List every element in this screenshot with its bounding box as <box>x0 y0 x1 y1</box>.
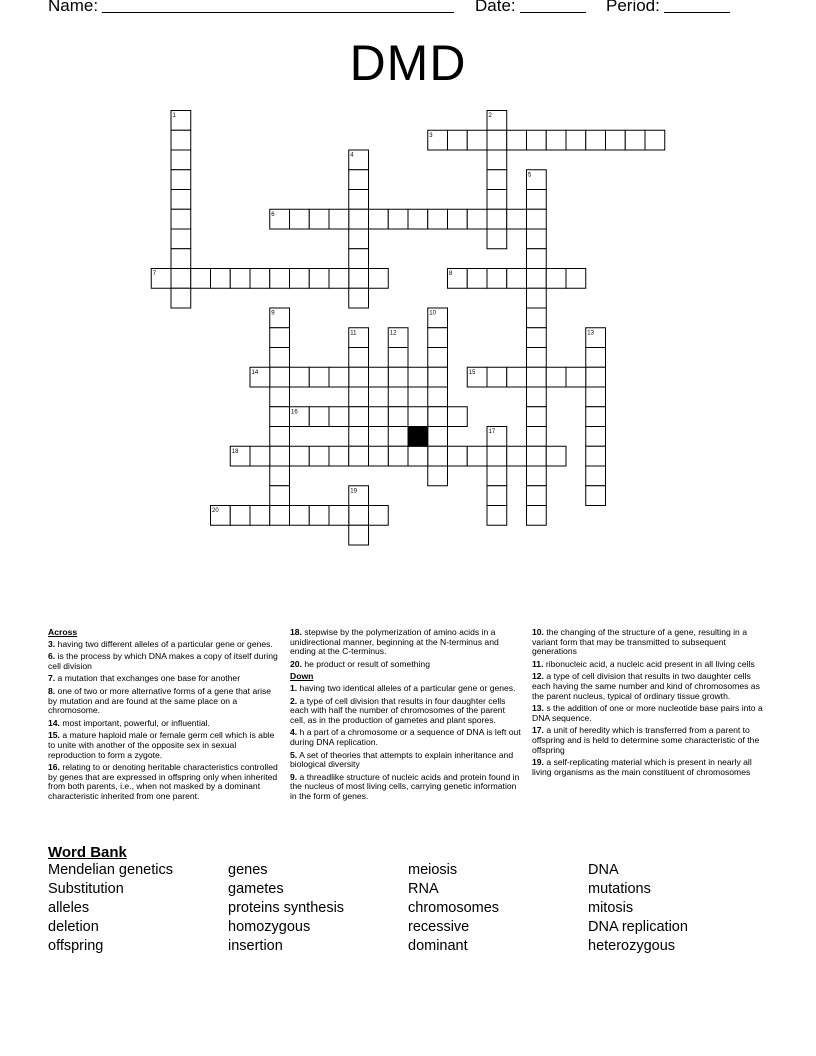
grid-cell[interactable] <box>270 427 290 447</box>
grid-cell[interactable] <box>309 367 329 387</box>
grid-cell[interactable] <box>388 348 408 368</box>
grid-cell[interactable] <box>270 486 290 506</box>
grid-cell[interactable] <box>369 367 389 387</box>
grid-cell[interactable] <box>527 308 547 328</box>
grid-cell[interactable] <box>290 209 310 229</box>
clue-item <box>48 719 280 729</box>
clue-item <box>532 758 764 777</box>
clue-text: a threadlike structure of nucleic acids and protein found in the nucleus of most living cells, carrying genetic information in the form of genes. <box>290 771 520 801</box>
grid-cell[interactable] <box>487 486 507 506</box>
grid-cell[interactable] <box>270 367 290 387</box>
grid-cell[interactable] <box>527 249 547 269</box>
grid-cell[interactable] <box>527 269 547 289</box>
grid-cell[interactable] <box>546 130 566 150</box>
grid-cell[interactable] <box>270 407 290 427</box>
clue-number-14: 14 <box>251 369 259 376</box>
grid-cell[interactable] <box>428 367 448 387</box>
clue-number-4: 4 <box>350 152 354 159</box>
clue-text: one of two or more alternative forms of a gene that arise by mutation and are found at the same place on a chromosome. <box>48 685 272 716</box>
grid-cell[interactable] <box>586 486 606 506</box>
clue-number-3: 3 <box>429 132 433 139</box>
word-bank-item: meiosis <box>408 862 458 878</box>
grid-cell[interactable] <box>428 427 448 447</box>
word-bank-item: deletion <box>48 919 99 935</box>
clue-text: he product or result of something <box>301 658 430 669</box>
word-bank-item: Substitution <box>48 881 124 897</box>
period-label: Period: <box>606 0 660 15</box>
grid-cell[interactable] <box>329 506 349 526</box>
clue-text: most important, powerful, or influential. <box>59 717 210 728</box>
grid-cell[interactable] <box>171 170 191 190</box>
grid-cell[interactable] <box>527 466 547 486</box>
grid-cell[interactable] <box>527 229 547 249</box>
clue-number: 10. <box>532 627 544 637</box>
grid-cell[interactable] <box>349 229 369 249</box>
clue-number: 15. <box>48 730 60 741</box>
clues-column-1 <box>48 628 280 805</box>
clues-column-3 <box>532 628 764 780</box>
clue-number-15: 15 <box>468 369 476 376</box>
date-label: Date: <box>475 0 516 15</box>
grid-cell[interactable] <box>527 387 547 407</box>
grid-cell[interactable] <box>309 209 329 229</box>
grid-cell[interactable] <box>369 506 389 526</box>
grid-cell[interactable] <box>467 209 487 229</box>
clue-number: 12. <box>532 671 544 682</box>
grid-cell[interactable] <box>527 209 547 229</box>
grid-cell[interactable] <box>586 367 606 387</box>
word-bank-item: proteins synthesis <box>228 900 345 916</box>
grid-cell[interactable] <box>507 367 527 387</box>
word-bank-title: Word Bank <box>48 844 127 861</box>
clue-number-16: 16 <box>291 409 298 416</box>
clue-number-9: 9 <box>271 310 275 317</box>
clue-item <box>290 773 522 802</box>
clue-item <box>48 640 280 650</box>
grid-cell[interactable] <box>171 130 191 150</box>
grid-cell[interactable] <box>408 446 428 466</box>
grid-cell[interactable] <box>546 446 566 466</box>
clue-text: a unit of heredity which is transferred from a parent to offspring and is held to determine some characteristic of the offspring <box>532 725 760 755</box>
grid-cell[interactable] <box>448 446 468 466</box>
clue-item <box>48 674 280 684</box>
grid-cell[interactable] <box>487 269 507 289</box>
grid-cell[interactable] <box>487 150 507 170</box>
grid-cell[interactable] <box>171 150 191 170</box>
grid-cell[interactable] <box>428 407 448 427</box>
clue-number: 14. <box>48 717 60 728</box>
clue-item <box>48 763 280 801</box>
grid-cell[interactable] <box>349 170 369 190</box>
clue-text: a type of cell division that results in four daughter cells each with half the number of chromosomes of the parent cell, as in the production of gametes and plant spores. <box>290 695 506 725</box>
grid-cell[interactable] <box>487 446 507 466</box>
grid-cell[interactable] <box>388 427 408 447</box>
grid-cell[interactable] <box>527 367 547 387</box>
grid-cell[interactable] <box>586 427 606 447</box>
grid-cell[interactable] <box>388 209 408 229</box>
grid-cell[interactable] <box>309 446 329 466</box>
grid-cell[interactable] <box>309 407 329 427</box>
grid-cell[interactable] <box>349 427 369 447</box>
clue-text: a type of cell division that results in two daughter cells each having the same number and kind of chromosomes as the parent nucleus, typical of ordinary tissue growth. <box>532 671 760 701</box>
grid-cell[interactable] <box>349 348 369 368</box>
grid-cell[interactable] <box>507 130 527 150</box>
grid-cell[interactable] <box>467 269 487 289</box>
grid-cell[interactable] <box>171 209 191 229</box>
grid-cell[interactable] <box>487 466 507 486</box>
clue-number: 16. <box>48 762 60 773</box>
grid-cell[interactable] <box>290 269 310 289</box>
grid-cell[interactable] <box>566 367 586 387</box>
grid-cell[interactable] <box>487 130 507 150</box>
grid-cell[interactable] <box>270 506 290 526</box>
grid-cell[interactable] <box>527 328 547 348</box>
word-bank-item: DNA <box>588 862 619 878</box>
clue-number-18: 18 <box>231 448 239 455</box>
clue-number: 3. <box>48 638 56 649</box>
clue-text: ribonucleic acid, a nucleic acid present in all living cells <box>543 658 755 669</box>
grid-cell[interactable] <box>349 249 369 269</box>
clue-item <box>532 704 764 723</box>
clue-text: A set of theories that attempts to explain inheritance and biological diversity <box>290 749 514 770</box>
grid-cell[interactable] <box>171 249 191 269</box>
grid-cell[interactable] <box>527 130 547 150</box>
puzzle-title: DMD <box>349 35 467 91</box>
word-bank-item: homozygous <box>228 919 311 935</box>
clue-item <box>290 660 522 670</box>
grid-cell[interactable] <box>507 446 527 466</box>
clues-column-2 <box>290 628 522 805</box>
grid-cell[interactable] <box>606 130 626 150</box>
grid-cell[interactable] <box>349 269 369 289</box>
grid-cell[interactable] <box>408 367 428 387</box>
grid-cell[interactable] <box>527 407 547 427</box>
clue-item <box>532 726 764 755</box>
grid-cell[interactable] <box>428 387 448 407</box>
word-bank-item: mutations <box>588 881 651 897</box>
clue-item <box>532 660 764 670</box>
word-bank-item: genes <box>228 862 268 878</box>
grid-cell[interactable] <box>388 446 408 466</box>
clue-number-12: 12 <box>389 330 397 337</box>
grid-cell[interactable] <box>408 209 428 229</box>
grid-cell[interactable] <box>527 486 547 506</box>
clue-text: stepwise by the polymerization of amino acids in a unidirectional manner, beginning at the N-terminus and ending at the C-terminus. <box>290 627 499 657</box>
clue-item <box>532 672 764 701</box>
word-bank-item: chromosomes <box>408 900 500 916</box>
grid-cell[interactable] <box>290 446 310 466</box>
grid-cell[interactable] <box>290 367 310 387</box>
clue-number-5: 5 <box>528 172 532 179</box>
grid-cell[interactable] <box>349 446 369 466</box>
name-label: Name: <box>48 0 99 15</box>
grid-cell[interactable] <box>546 269 566 289</box>
grid-cell[interactable] <box>487 209 507 229</box>
grid-cell[interactable] <box>586 387 606 407</box>
word-bank <box>48 862 768 957</box>
grid-cell[interactable] <box>230 506 250 526</box>
grid-cell[interactable] <box>448 130 468 150</box>
clue-number: 11. <box>532 658 544 669</box>
grid-cell[interactable] <box>546 367 566 387</box>
grid-cell[interactable] <box>250 506 270 526</box>
clue-number-1: 1 <box>172 113 176 119</box>
clue-number-2: 2 <box>488 113 492 119</box>
clue-number: 17. <box>532 725 544 736</box>
grid-cell[interactable] <box>349 525 369 545</box>
grid-cell[interactable] <box>428 466 448 486</box>
grid-cell[interactable] <box>388 407 408 427</box>
grid-cell[interactable] <box>230 269 250 289</box>
grid-cell[interactable] <box>586 446 606 466</box>
grid-cell[interactable] <box>507 209 527 229</box>
grid-cell[interactable] <box>171 269 191 289</box>
word-bank-item: Mendelian genetics <box>48 862 173 878</box>
clue-number-17: 17 <box>488 429 496 435</box>
grid-cell[interactable] <box>586 407 606 427</box>
clue-number: 13. <box>532 703 544 714</box>
clue-number-13: 13 <box>587 330 594 337</box>
grid-cell[interactable] <box>349 209 369 229</box>
clue-number: 19. <box>532 757 544 768</box>
grid-cell[interactable] <box>270 348 290 368</box>
clue-number: 1. <box>290 682 298 693</box>
grid-cell[interactable] <box>448 209 468 229</box>
clue-item <box>290 697 522 726</box>
grid-cell[interactable] <box>408 407 428 427</box>
grid-cell[interactable] <box>171 288 191 308</box>
grid-cell[interactable] <box>349 506 369 526</box>
grid-cell[interactable] <box>369 407 389 427</box>
grid-cell[interactable] <box>191 269 211 289</box>
clue-text: a self-replicating material which is present in nearly all living organisms as the main constituent of chromosomes <box>532 757 752 777</box>
clue-item <box>290 628 522 657</box>
grid-cell[interactable] <box>270 328 290 348</box>
clue-item <box>48 731 280 760</box>
word-bank-item: alleles <box>48 900 90 916</box>
clue-number: 18. <box>290 627 302 637</box>
grid-cell[interactable] <box>270 269 290 289</box>
grid-cell[interactable] <box>270 387 290 407</box>
clue-text: is the process by which DNA makes a copy of itself during cell division <box>48 651 278 671</box>
grid-cell[interactable] <box>507 269 527 289</box>
grid-cell[interactable] <box>467 130 487 150</box>
grid-cell[interactable] <box>388 367 408 387</box>
clue-number-8: 8 <box>449 271 453 277</box>
grid-cell[interactable] <box>527 190 547 210</box>
grid-cell[interactable] <box>527 427 547 447</box>
grid-cell[interactable] <box>645 130 665 150</box>
word-bank-item: insertion <box>228 938 283 954</box>
grid-cell[interactable] <box>250 446 270 466</box>
grid-cell[interactable] <box>349 407 369 427</box>
grid-cell[interactable] <box>566 130 586 150</box>
grid-cell[interactable] <box>349 387 369 407</box>
clue-number: 7. <box>48 673 56 684</box>
clue-text: h a part of a chromosome or a sequence of DNA is left out during DNA replication. <box>290 727 521 747</box>
grid-cell[interactable] <box>487 229 507 249</box>
grid-cell[interactable] <box>527 506 547 526</box>
grid-cell[interactable] <box>369 446 389 466</box>
clue-text: having two identical alleles of a particular gene or genes. <box>297 682 516 693</box>
clue-text: relating to or denoting heritable characteristics controlled by genes that are expressed in offspring only when inherited from both parents, i.e., when not masked by a dominant characteristic inherited from one parent. <box>48 762 278 801</box>
grid-cell[interactable] <box>329 407 349 427</box>
clue-item <box>532 628 764 657</box>
grid-cell[interactable] <box>448 407 468 427</box>
grid-cell[interactable] <box>329 446 349 466</box>
clue-text: s the addition of one or more nucleotide base pairs into a DNA sequence. <box>532 703 763 723</box>
grid-cell[interactable] <box>211 269 231 289</box>
clue-number: 5. <box>290 749 298 760</box>
across-heading: Across <box>48 627 78 637</box>
grid-cell[interactable] <box>527 288 547 308</box>
grid-cell[interactable] <box>250 269 270 289</box>
grid-cell[interactable] <box>270 466 290 486</box>
grid-cell[interactable] <box>487 367 507 387</box>
grid-cell[interactable] <box>527 348 547 368</box>
clue-text: the changing of the structure of a gene, resulting in a variant form that may be transmitted to subsequent generations <box>532 627 747 657</box>
clue-item <box>48 652 280 671</box>
grid-cell[interactable] <box>527 446 547 466</box>
clue-text: a mutation that exchanges one base for another <box>55 673 241 684</box>
grid-cell[interactable] <box>467 446 487 466</box>
clue-number: 4. <box>290 727 298 738</box>
grid-cell[interactable] <box>487 506 507 526</box>
word-bank-item: gametes <box>228 881 284 897</box>
grid-cell[interactable] <box>349 288 369 308</box>
word-bank-item: heterozygous <box>588 938 676 954</box>
grid-cell[interactable] <box>586 130 606 150</box>
clue-number: 8. <box>48 685 56 696</box>
grid-cell[interactable] <box>586 466 606 486</box>
grid-cell[interactable] <box>270 446 290 466</box>
word-bank-item: DNA replication <box>588 919 688 935</box>
clue-number-11: 11 <box>350 330 357 337</box>
clue-text: having two different alleles of a particular gene or genes. <box>55 638 273 649</box>
grid-cell[interactable] <box>329 367 349 387</box>
word-bank-item: RNA <box>408 881 439 897</box>
clue-number: 6. <box>48 651 56 662</box>
grid-black-cell <box>408 427 428 447</box>
grid-cell[interactable] <box>329 209 349 229</box>
grid-cell[interactable] <box>566 269 586 289</box>
clue-number-20: 20 <box>212 508 219 514</box>
grid-cell[interactable] <box>349 367 369 387</box>
grid-cell[interactable] <box>171 190 191 210</box>
word-bank-item: dominant <box>408 938 468 954</box>
grid-cell[interactable] <box>487 190 507 210</box>
clue-text: a mature haploid male or female germ cell which is able to unite with another of the opposite sex in sexual reproduction to form a zygote. <box>48 730 275 760</box>
clue-number: 9. <box>290 771 298 782</box>
clue-item <box>290 751 522 770</box>
grid-cell[interactable] <box>369 209 389 229</box>
grid-cell[interactable] <box>309 506 329 526</box>
clue-item <box>290 728 522 747</box>
grid-cell[interactable] <box>171 229 191 249</box>
grid-cell[interactable] <box>369 269 389 289</box>
grid-cell[interactable] <box>349 190 369 210</box>
grid-cell[interactable] <box>428 328 448 348</box>
grid-cell[interactable] <box>290 506 310 526</box>
grid-cell[interactable] <box>428 348 448 368</box>
grid-cell[interactable] <box>329 269 349 289</box>
grid-cell[interactable] <box>487 170 507 190</box>
grid-cell[interactable] <box>586 348 606 368</box>
clue-item <box>290 684 522 694</box>
clue-number-6: 6 <box>271 211 275 218</box>
word-bank-item: mitosis <box>588 900 634 916</box>
grid-cell[interactable] <box>388 387 408 407</box>
down-heading: Down <box>290 671 314 682</box>
clue-number: 2. <box>290 695 298 706</box>
grid-cell[interactable] <box>309 269 329 289</box>
clue-item <box>48 687 280 716</box>
clue-number-19: 19 <box>350 488 357 495</box>
grid-cell[interactable] <box>428 209 448 229</box>
clue-number-10: 10 <box>429 310 436 317</box>
clue-number: 20. <box>290 658 302 669</box>
grid-cell[interactable] <box>428 446 448 466</box>
word-bank-item: recessive <box>408 919 470 935</box>
clue-number-7: 7 <box>152 271 157 277</box>
word-bank-item: offspring <box>48 938 104 954</box>
grid-cell[interactable] <box>625 130 645 150</box>
